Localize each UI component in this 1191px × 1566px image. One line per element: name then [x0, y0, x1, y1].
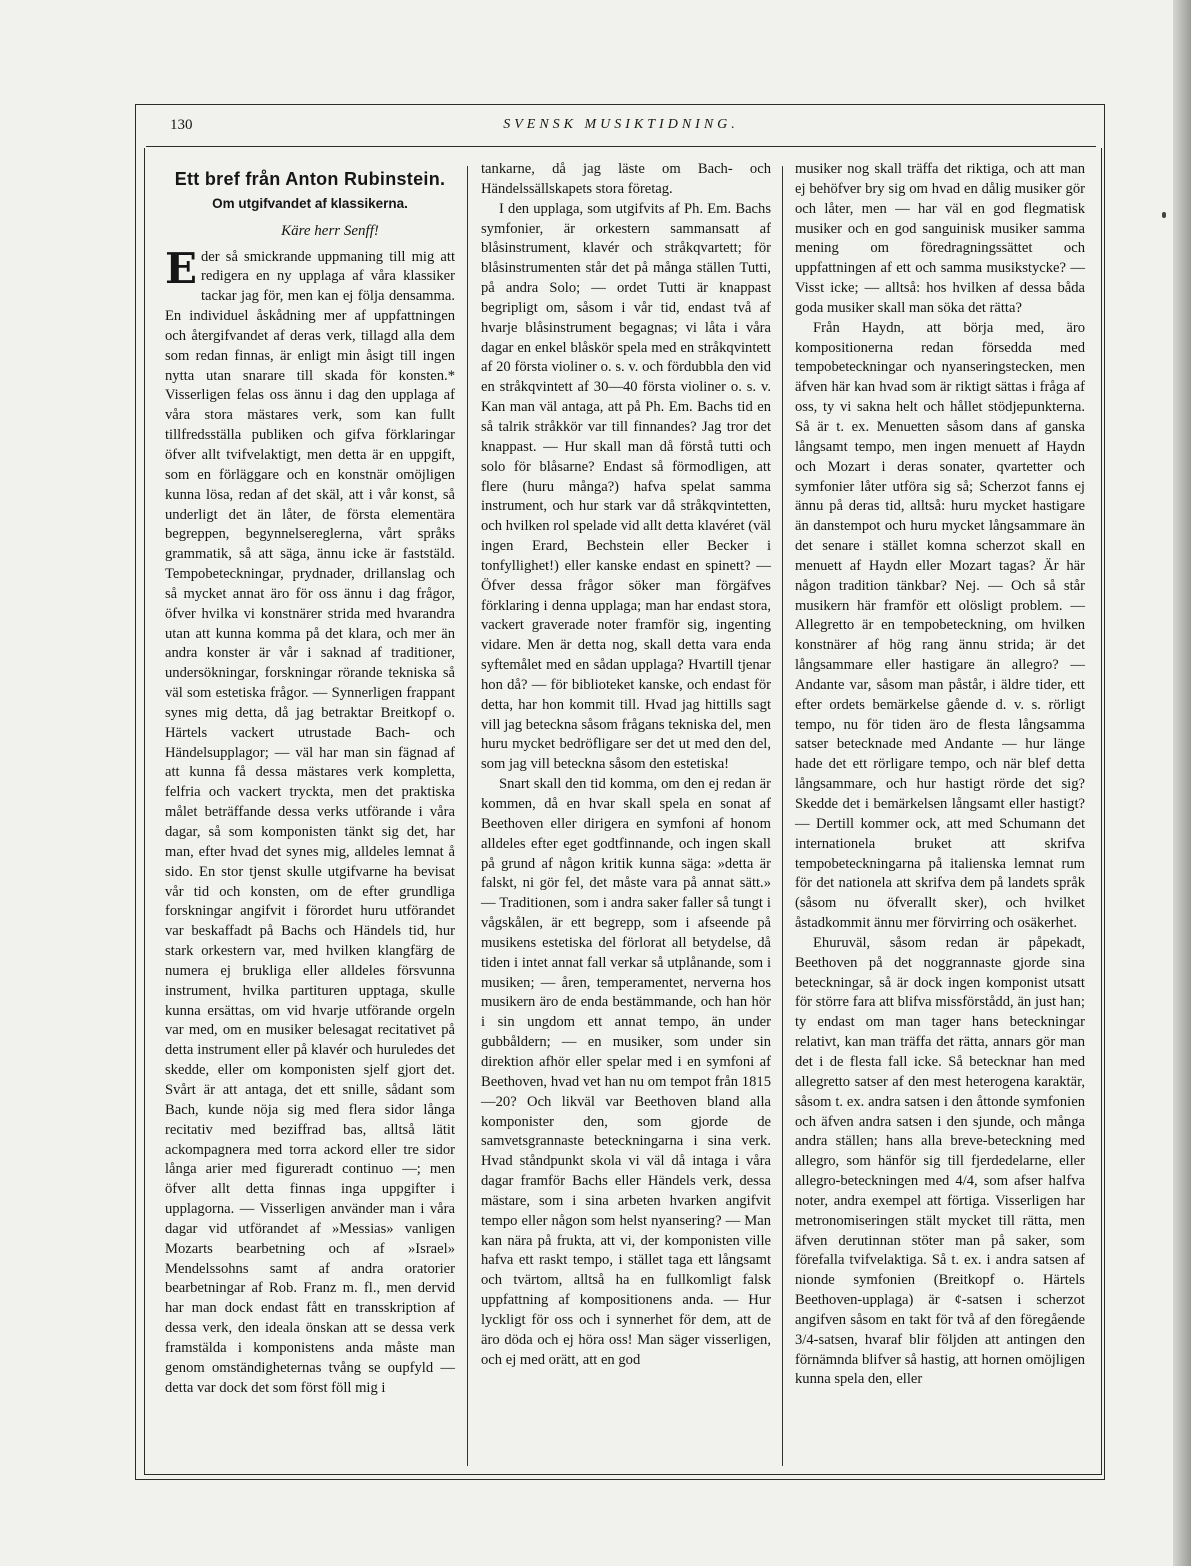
ink-speck	[1162, 212, 1166, 218]
column-rule-1	[467, 166, 468, 1466]
column-1	[165, 160, 455, 1398]
paragraph-text: der så smickrande uppmaning till mig att redigera en ny upplaga af våra klassiker tackar jag för, men kan ej följa densamma. En individuel åskådning mer af uppfattningen och återgifvandet af deras verk, tillagd alla dem som redan finnas, är enligt min åsigt till ingen nytta utan snarare till skada för konsten.* Visserligen felas oss ännu i dag den upplaga af våra stora mästares verk, som kan fullt tillfredsställa publiken och gifva förklaringar öfver allt tvifvelaktigt, men detta är en uppgift, som en förläggare och en konstnär omöjligen kunna lösa, redan af det skäl, att i vår konst, så underligt det än låter, de första elementära begreppen, begynnelsereglerna, vårt språks grammatik, så att säga, ännu icke är faststäld. Tempobeteckningar, prydnader, drillanslag och så mycket annat äro för oss ännu i dag frågor, öfver hvilka vi konstnärer strida med hvarandra utan att kunna komma på det klara, och mer än andra konster är vår i saknad af traditioner, undersökningar, forskningar rörande tekniska så väl som estetiska frågor. — Synnerligen frappant synes mig detta, då jag betraktar Breitkopf o. Härtels vackert utrustade Bach- och Händelsupplagor; — väl har man sin fägnad af att kunna få dessa mästares verk kompletta, felfria och vackert tryckta, men det praktiska målet beträffande dessa verks utförande i våra dagar, så som komponisten tänkt sig det, har man, efter hvad det synes mig, alldeles lemnat å sido. En stor tjenst skulle utgifvarne ha bevisat vår tid och konsten, om de efter grundliga forskningar angifvit i förordet huru utförandet var beskaffadt på Bachs och Händels tid, hur stark orkestern var, med hvilken klangfärg de numera ej brukliga eller alldeles försvunna instrument, hvilka partituren upptaga, skulle kunna ersättas, om vid hvarje utförande orgeln var med, om en musiker belesagat recitativet på detta instrument eller på klavér och huruledes det skedde, eller om komponisten sjelf gjort det. Svårt är att antaga, det ett snille, sådant som Bach, kunde nöja sig med flera sidor långa recitativ med beziffrad bas, alltså lätit ackompagnera med torra ackord eller tre sidor långa arier med figureradt continuo —; men öfver allt detta finnas inga uppgifter i upplagorna. — Visserligen använder man i våra dagar vid utförandet af »Messias» vanligen Mozarts bearbetning och af »Israel» Mendelssohns samt af andra oratorier bearbetningar af Rob. Franz m. fl., men dervid har man dock endast fått en transskription af dessa verk, den ideala önskan att se dessa verk framstälda i komponistens anda måste man genom omständigheternas tvång se oupfyld — detta var dock det som först föll mig i	[165, 248, 455, 1396]
running-title: SVENSK MUSIKTIDNING.	[503, 117, 739, 132]
column-rule-2	[782, 166, 783, 1466]
paragraph: musiker nog skall träffa det riktiga, och att man ej behöfver bry sig om hvad en dålig musiker gör och låter, men — har väl en god flegmatisk musiker och en god sanguinisk musiker samma mening om föredragningssättet och uppfattningen af ett och samma musikstycke? — Visst icke; — alltså: hos hvilken af dessa båda goda musiker skall man söka det rätta?	[795, 161, 1085, 316]
paragraph: Ehuruväl, såsom redan är påpekadt, Beethoven på det noggrannaste gjorde sina beteckningar, så är dock ingen komponist utsatt för större fara att blifva missförstådd, än just han; ty endast om man tager hans beteckningar relativt, kan man träffa det rätta, annars gör man det i de flesta fall icke. Så betecknar han med allegretto satser af den mest heterogena karaktär, såsom t. ex. andra satsen i den åttonde symfonien och äfven andra satsen i den sjunde, och många andra ställen; hans alla breve-beteckning med allegro, som hänför sig till fjerdedelarne, eller allegro-beteckningen med 4/4, som afser halfva noter, andra exempel att förtiga. Visserligen har metronomiseringen stält mycket till rätta, men äfven derutinnan stöter man på saker, som förefalla tvifvelaktiga. Så t. ex. i andra satsen af nionde symfonien (Breitkopf o. Härtels Beethoven-upplaga) är ¢-satsen i scherzot angifven såsom en takt för två af den föregående 3/4-satsen, hvaraf blir följden att antingen den förnämnda blifver så hastig, att hornen omöjligen kunna spela den, eller	[795, 934, 1085, 1388]
paragraph: I den upplaga, som utgifvits af Ph. Em. Bachs symfonier, är orkestern sammansatt af blåsinstrument, klavér och stråkqvartett; för blåsinstrumenten står det på många ställen Tutti, på andra Solo; — ordet Tutti är knappast begripligt om, såsom i vår tid, endast två af hvarje blåsinstrument begagnas; vi låta i våra dagar en enkel blåskör spela med en stråkqvintett af 20 första violiner o. s. v. och fördubbla den vid en stråkqvintett af 30—40 första violiner o. s. v. Kan man väl antaga, att på Ph. Em. Bachs tid en så talrik stråkkör var till finnandes? Jag tror det knappast. — Hur skall man då förstå tutti och solo för blåsarne? Endast så förmodligen, att flere (huru många?) hafva spelat samma instrument, och hur stark var då stråkqvintetten, och hvilken rol spelade vid allt detta klavéret (väl ingen Erard, Bechstein eller Becker i tonfyllighet!) eller kanske endast en spinett? — Öfver dessa frågor söker man förgäfves förklaring i denna upplaga; man har endast stora, vackert graverade noter framför sig, ingenting vidare. Men är detta nog, skall detta vara enda syftemålet med en sådan upplaga? Hvartill tjenar hon då? — för biblioteket kanske, och endast för detta, har hon kommit till. Hvad jag hittills sagt vill jag beteckna såsom frågans tekniska del, men huru mycket bedröfligare ser det ut med den del, som jag vill beteckna såsom den estetiska!	[481, 200, 771, 773]
salutation: Käre herr Senff!	[281, 222, 379, 239]
article-subtitle: Om utgifvandet af klassikerna.	[212, 195, 408, 211]
drop-cap: E	[165, 243, 198, 293]
page-number: 130	[170, 117, 193, 133]
article-title: Ett bref från Anton Rubinstein.	[174, 169, 446, 189]
page-header	[146, 106, 1096, 147]
column-3	[795, 160, 1085, 1390]
paragraph: Snart skall den tid komma, om den ej redan är kommen, då en hvar skall spela en sonat af Beethoven eller dirigera en symfoni af honom alldeles efter eget godtfinnande, och ingen skall på grund af någon kritik kunna säga: »detta är falskt, ni gör fel, det måste vara på annat sätt.» — Traditionen, som i andra saker faller så tungt i vågskålen, är ett begrepp, som i afseende på musikens estetiska del förlorat all betydelse, då tiden i intet annat fall verkar så utplånande, som i musiken; — åren, temperamentet, nerverna hos musikern äro de enda bestämmande, och han hör i sin ungdom ett annat tempo, än under gubbåldern; — en musiker, som under sin direktion afhör eller spelar med i en symfoni af Beethoven, hvad vet han nu om tempot från 1815—20? Och likväl var Beethoven bland alla komponister den, som gjorde de samvetsgrannaste beteckningarna i sina verk. Hvad ståndpunkt skola vi väl då intaga i våra dagar framför Bachs eller Händels verk, dessa mästare, som i sina arbeten hvarken angifvit tempo eller någon som helst nyansering? — Man kan nära på frukta, att vi, der komponisten ville hafva ett raskt tempo, i stället taga ett långsamt och tvärtom, alltså ha en fullkomligt falsk uppfattning af kompositionens anda. — Hur lyckligt för oss och i synnerhet för dem, att de äro döda och ej höra oss! Man säger visserligen, och ej med orätt, att en god	[481, 776, 771, 1368]
paragraph: tankarne, då jag läste om Bach- och Händelssällskapets stora företag.	[481, 161, 771, 197]
column-2	[481, 160, 771, 1370]
page-edge-shadow	[1173, 0, 1191, 1566]
paragraph	[165, 243, 455, 1399]
paragraph: Från Haydn, att börja med, äro kompositionerna redan försedda med tempobeteckningar och nyanseringstecken, men äfven här kan hvad som är riktigt sättas i fråga af oss, ty vi sakna helt och hållet stödjepunkterna. Så är t. ex. Menuetten såsom dans af ganska långsamt tempo, men ingen menuett af Haydn och Mozart i deras sonater, qvartetter och symfonier låter utföra sig så; Scherzot fanns ej ännu på deras tid, alltså: huru mycket hastigare än danstempot och huru mycket långsammare än det senare i stället komna scherzot skall en menuett af Haydn eller Mozart tagas? Är här någon tradition tänkbar? Nej. — Och så står musikern här framför ett olösligt problem. — Allegretto är en tempobeteckning, om hvilken konstnärer af hög rang ännu strida; är det långsammare eller hastigare än allegro? — Andante var, såsom man påstår, i äldre tider, ett efter ordets bemärkelse gående d. v. s. rörligt tempo, nu för tiden äro de flesta långsamma satser betecknade med Andante — hur länge hade det ett rörligare tempo, och när blef detta långsammare, och hur hastigt rörde det sig? Skedde det i bemärkelsen långsamt eller hastigt? — Dertill kommer ock, att med Schumann det internationela bruket att skrifva tempobeteckningarna på italienska lemnat rum för det nationela att skrifva dem på landets språk (såsom nu öfverallt sker), och hvilket åstadkommit ännu mer förvirring och osäkerhet.	[795, 319, 1085, 932]
